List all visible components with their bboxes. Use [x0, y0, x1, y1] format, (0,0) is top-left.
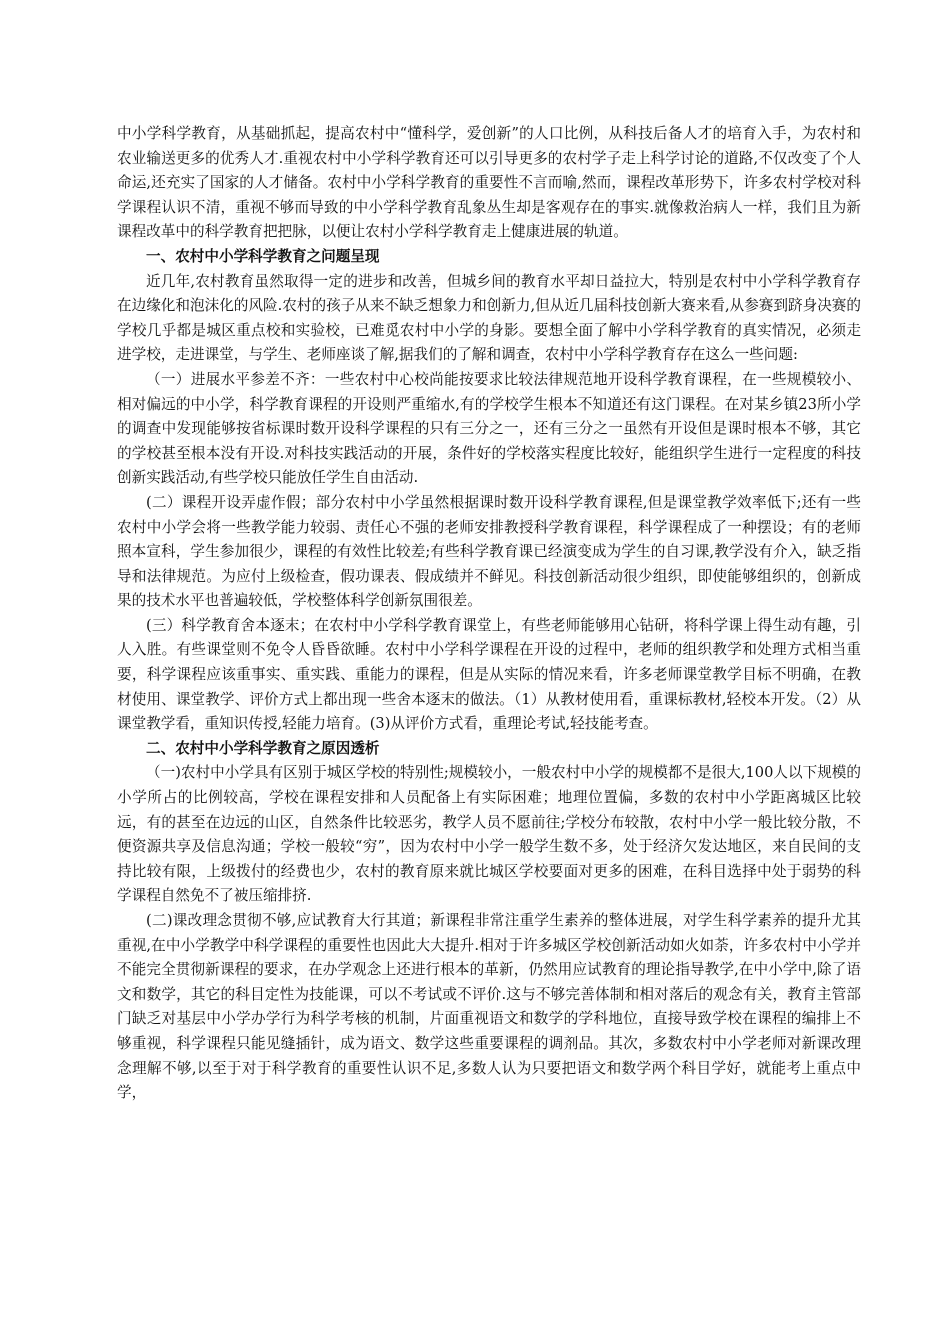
section-heading-1: 一、农村中小学科学教育之问题呈现 [146, 247, 380, 265]
paragraph-cause-1: （一)农村中小学具有区别于城区学校的特别性;规模较小，一般农村中小学的规模都不是很大,100人以下规模的小学所占的比例较高，学校在课程安排和人员配备上有实际困难；地理位置偏，多数的农村中小学距离城区比较远，有的甚至在边远的山区，自然条件比较恶劣，教学人员不愿前往;学校分布较散，农村中小学一般比较分散，不便资源共享及信息沟通；学校一般较“穷”，因为农村中小学一般学生数不多，处于经济欠发达地区，来自民间的支持比较有限，上级拨付的经费也少，农村的教育原来就比城区学校要面对更多的困难，在科目选择中处于弱势的科学课程自然免不了被压缩排挤. [117, 764, 861, 905]
paragraph-overview: 近几年,农村教育虽然取得一定的进步和改善，但城乡间的教育水平却日益拉大，特别是农村中小学科学教育存在边缘化和泡沫化的风险.农村的孩子从来不缺乏想象力和创新力,但从近几届科技创新大赛来看,从参赛到跻身决赛的学校几乎都是城区重点校和实验校，已难觅农村中小学的身影。要想全面了解中小学科学教育的真实情况，必须走进学校，走进课堂，与学生、老师座谈了解,据我们的了解和调查，农村中小学科学教育存在这么一些问题: [117, 272, 861, 364]
section-heading-2: 二、农村中小学科学教育之原因透析 [146, 739, 380, 757]
paragraph-cause-2: (二)课改理念贯彻不够,应试教育大行其道；新课程非常注重学生素养的整体进展，对学生科学素养的提升尤其重视,在中小学教学中科学课程的重要性也因此大大提升.相对于许多城区学校创新活动如火如荼，许多农村中小学并不能完全贯彻新课程的要求，在办学观念上还进行根本的革新，仍然用应试教育的理论指导教学,在中小学中,除了语文和数学，其它的科目定性为技能课，可以不考试或不评价.这与不够完善体制和相对落后的观念有关，教育主管部门缺乏对基层中小学办学行为科学考核的机制，片面重视语文和数学的学科地位，直接导致学校在课程的编排上不够重视，科学课程只能见缝插针，成为语文、数学这些重要课程的调剂品。其次，多数农村中小学老师对新课改理念理解不够,以至于对于科学教育的重要性认识不足,多数人认为只要把语文和数学两个科目学好，就能考上重点中学， [117, 912, 861, 1102]
paragraph-issue-1: （一）进展水平参差不齐：一些农村中心校尚能按要求比较法律规范地开设科学教育课程，在一些规模较小、相对偏远的中小学，科学教育课程的开设则严重缩水,有的学校学生根本不知道还有这门课程。在对某乡镇23所小学的调查中发现能够按省标课时数开设科学课程的只有三分之一，还有三分之一虽然有开设但是课时根本不够，其它的学校甚至根本没有开设.对科技实践活动的开展，条件好的学校落实程度比较好，能组织学生进行一定程度的科技创新实践活动,有些学校只能放任学生自由活动. [117, 370, 861, 487]
paragraph-intro: 中小学科学教育，从基础抓起，提高农村中“懂科学，爱创新”的人口比例，从科技后备人才的培育入手，为农村和农业输送更多的优秀人才.重视农村中小学科学教育还可以引导更多的农村学子走上科学讨论的道路,不仅改变了个人命运,还充实了国家的人才储备。农村中小学科学教育的重要性不言而喻,然而，课程改革形势下，许多农村学校对科学课程认识不清，重视不够而导致的中小学科学教育乱象丛生却是客观存在的事实.就像救治病人一样，我们且为新课程改革中的科学教育把把脉，以便让农村小学科学教育走上健康进展的轨道。 [117, 125, 861, 241]
document-page [117, 122, 861, 1106]
paragraph-issue-3: (三）科学教育舍本逐末；在农村中小学科学教育课堂上，有些老师能够用心钻研，将科学课上得生动有趣，引人入胜。有些课堂则不免令人昏昏欲睡。农村中小学科学课程在开设的过程中，老师的组织教学和处理方式相当重要，科学课程应该重事实、重实践、重能力的课程，但是从实际的情况来看，许多老师课堂教学目标不明确，在教材使用、课堂教学、评价方式上都出现一些舍本逐末的做法。（1）从教材使用看，重课标教材,轻校本开发。（2）从课堂教学看，重知识传授,轻能力培育。(3)从评价方式看，重理论考试,轻技能考查。 [117, 616, 861, 733]
paragraph-issue-2: (二）课程开设弄虚作假；部分农村中小学虽然根据课时数开设科学教育课程,但是课堂教学效率低下;还有一些农村中小学会将一些教学能力较弱、责任心不强的老师安排教授科学教育课程，科学课程成了一种摆设；有的老师照本宣科，学生参加很少，课程的有效性比较差;有些科学教育课已经演变成为学生的自习课,教学没有介入，缺乏指导和法律规范。为应付上级检查，假功课表、假成绩并不鲜见。科技创新活动很少组织，即使能够组织的，创新成果的技术水平也普遍较低，学校整体科学创新氛围很差。 [117, 493, 861, 610]
